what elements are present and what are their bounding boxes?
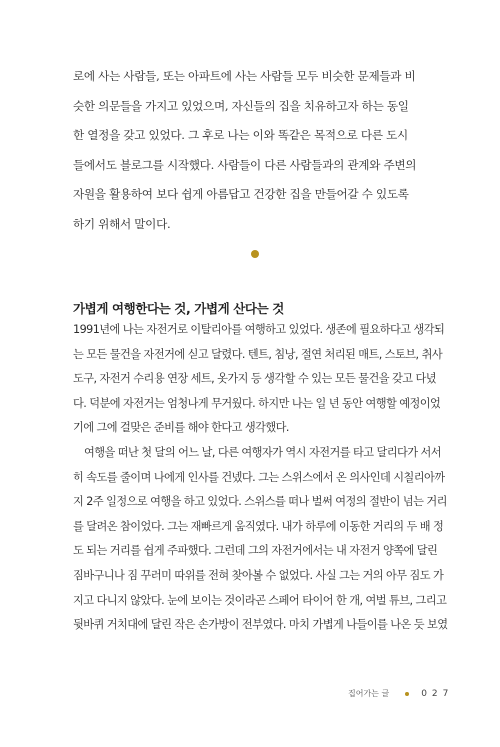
text-line: 하기 위해서 말이다. bbox=[73, 216, 171, 231]
text-line: 들에서도 블로그를 시작했다. 사람들이 다른 사람들과의 관계와 주변의 bbox=[73, 157, 417, 172]
section-body bbox=[73, 318, 448, 638]
text-line: 슷한 의문들을 가지고 있었으며, 자신들의 집을 치유하고자 하는 동일 bbox=[73, 98, 409, 113]
text-line: 지고 다니지 않았다. 눈에 보이는 것이라곤 스페어 타이어 한 개, 여벌 튜브, 그리고 bbox=[73, 593, 447, 607]
running-head: 집어가는 글 bbox=[348, 689, 390, 698]
section-divider-dot bbox=[251, 250, 259, 258]
intro-paragraph bbox=[73, 62, 429, 239]
text-line: 를 달려온 참이었다. 그는 재빠르게 움직였다. 내가 하루에 이동한 거리의 두 배 정 bbox=[73, 519, 444, 533]
text-line: 도 되는 거리를 쉽게 주파했다. 그런데 그의 자전거에서는 내 자전거 양쪽에 달린 bbox=[73, 544, 438, 558]
page-number: 027 bbox=[421, 688, 454, 699]
page-footer bbox=[348, 688, 453, 699]
text-line: 자원을 활용하여 보다 쉽게 아름답고 건강한 집을 만들어갈 수 있도록 bbox=[73, 187, 409, 201]
text-line: 여행을 떠난 첫 달의 어느 날, 다른 여행자가 역시 자전거를 타고 달리다가 서서 bbox=[84, 445, 442, 459]
text-line: 뒷바퀴 거치대에 달린 작은 손가방이 전부였다. 마치 가볍게 나들이를 나온 듯 보였 bbox=[73, 618, 448, 632]
text-line: 로에 사는 사람들, 또는 아파트에 사는 사람들 모두 비슷한 문제들과 비 bbox=[73, 69, 416, 83]
text-line: 한 열정을 갖고 있었다. 그 후로 나는 이와 똑같은 목적으로 다른 도시 bbox=[73, 128, 408, 142]
text-line: 기에 그에 걸맞은 준비를 해야 한다고 생각했다. bbox=[73, 421, 289, 435]
text-line: 지 2주 일정으로 여행을 하고 있었다. 스위스를 떠나 벌써 여정의 절반이 넘는 거리 bbox=[73, 495, 447, 509]
section-heading: 가볍게 여행한다는 것, 가볍게 산다는 것 bbox=[73, 301, 284, 316]
text-line: 짐바구니나 짐 꾸러미 따위를 전혀 찾아볼 수 없었다. 사실 그는 거의 아무 짐도 가 bbox=[73, 568, 444, 582]
text-line: 다. 덕분에 자전거는 엄청나게 무거웠다. 하지만 나는 일 년 동안 여행할 예정이었 bbox=[73, 396, 441, 410]
footer-bullet bbox=[405, 692, 409, 696]
text-line: 히 속도를 줄이며 나에게 인사를 건넸다. 그는 스위스에서 온 의사인데 시칠리아까 bbox=[73, 470, 445, 484]
text-line: 1991년에 나는 자전거로 이탈리아를 여행하고 있었다. 생존에 필요하다고 생각되 bbox=[73, 323, 445, 336]
text-line: 도구, 자전거 수리용 연장 세트, 옷가지 등 생각할 수 있는 모든 물건을 갖고 다녔 bbox=[73, 372, 437, 386]
text-line: 는 모든 물건을 자전거에 싣고 달렸다. 텐트, 침낭, 절연 처리된 매트, 스토브, 취사 bbox=[73, 347, 443, 361]
